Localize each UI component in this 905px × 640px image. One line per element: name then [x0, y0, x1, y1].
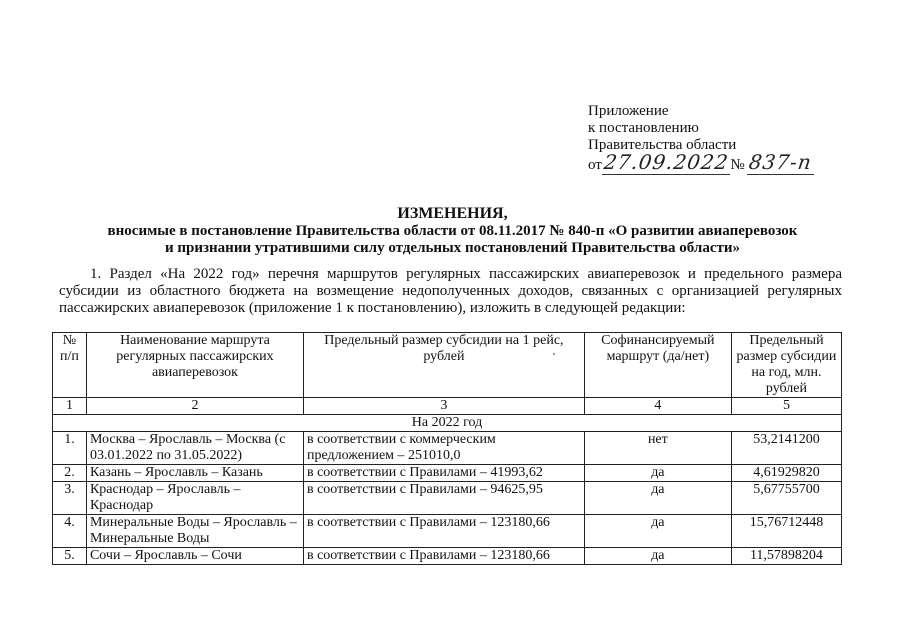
row-per-flight: в соответствии с коммерческим предложением – 251010,0	[303, 432, 584, 465]
number-label: №	[730, 157, 745, 173]
appendix-line-2: к постановлению	[588, 120, 699, 136]
header-cofinanced: Софинансируемый маршрут (да/нет)	[584, 333, 731, 398]
row-num: 3.	[53, 482, 87, 515]
body-paragraph: 1. Раздел «На 2022 год» перечня маршрутов регулярных пассажирских авиаперевозок и предельного размера субсидии из областного бюджета на возмещение недополученных доходов, связанных с организацией регулярных пассажирских авиаперевозок (приложение 1 к постановлению), изложить в следующей редакции:	[59, 266, 842, 316]
number-field	[747, 150, 814, 175]
section-title: На 2022 год	[53, 415, 842, 432]
row-route: Москва – Ярославль – Москва (с 03.01.2022 по 31.05.2022)	[86, 432, 303, 465]
row-annual: 11,57898204	[731, 548, 841, 565]
row-route: Казань – Ярославль – Казань	[86, 465, 303, 482]
index-cell: 1	[53, 398, 87, 415]
table-row	[53, 432, 842, 465]
section-row	[53, 415, 842, 432]
document-title	[60, 205, 845, 257]
row-num: 4.	[53, 515, 87, 548]
row-num: 2.	[53, 465, 87, 482]
title-line-2: вносимые в постановление Правительства области от 08.11.2017 № 840-п «О развитии авиаперевозок	[107, 223, 798, 239]
date-field	[602, 150, 731, 175]
row-cofinanced: да	[584, 548, 731, 565]
row-route: Сочи – Ярославль – Сочи	[86, 548, 303, 565]
header-row	[53, 333, 842, 398]
row-cofinanced: да	[584, 482, 731, 515]
row-per-flight: в соответствии с Правилами – 41993,62	[303, 465, 584, 482]
table-row	[53, 548, 842, 565]
index-cell: 2	[86, 398, 303, 415]
header-per-flight: Предельный размер субсидии на 1 рейс, рублей	[303, 333, 584, 398]
row-cofinanced: да	[584, 515, 731, 548]
row-route: Минеральные Воды – Ярославль – Минеральные Воды	[86, 515, 303, 548]
row-num: 1.	[53, 432, 87, 465]
row-annual: 5,67755700	[731, 482, 841, 515]
handwritten-number: 837-п	[747, 150, 814, 174]
index-cell: 4	[584, 398, 731, 415]
row-cofinanced: да	[584, 465, 731, 482]
row-annual: 53,2141200	[731, 432, 841, 465]
table-row	[53, 465, 842, 482]
routes-table	[52, 332, 842, 565]
appendix-line-1: Приложение	[588, 103, 669, 119]
appendix-line-3: Правительства области	[588, 137, 737, 153]
appendix-date-line	[588, 150, 888, 175]
index-cell: 5	[731, 398, 841, 415]
header-num: № п/п	[53, 333, 87, 398]
row-annual: 4,61929820	[731, 465, 841, 482]
row-per-flight: в соответствии с Правилами – 123180,66	[303, 515, 584, 548]
row-per-flight: в соответствии с Правилами – 94625,95	[303, 482, 584, 515]
title-line-3: и признании утратившими силу отдельных постановлений Правительства области»	[164, 240, 741, 256]
appendix-block	[588, 103, 888, 175]
row-annual: 15,76712448	[731, 515, 841, 548]
table-row	[53, 482, 842, 515]
header-annual: Предельный размер субсидии на год, млн. рублей	[731, 333, 841, 398]
index-cell: 3	[303, 398, 584, 415]
row-per-flight: в соответствии с Правилами – 123180,66	[303, 548, 584, 565]
from-label: от	[588, 157, 602, 173]
handwritten-date: 27.09.2022	[602, 150, 731, 174]
title-line-1: ИЗМЕНЕНИЯ,	[397, 205, 508, 222]
row-cofinanced: нет	[584, 432, 731, 465]
header-route: Наименование маршрута регулярных пассажирских авиаперевозок	[86, 333, 303, 398]
index-row	[53, 398, 842, 415]
row-num: 5.	[53, 548, 87, 565]
table-row	[53, 515, 842, 548]
row-route: Краснодар – Ярославль – Краснодар	[86, 482, 303, 515]
